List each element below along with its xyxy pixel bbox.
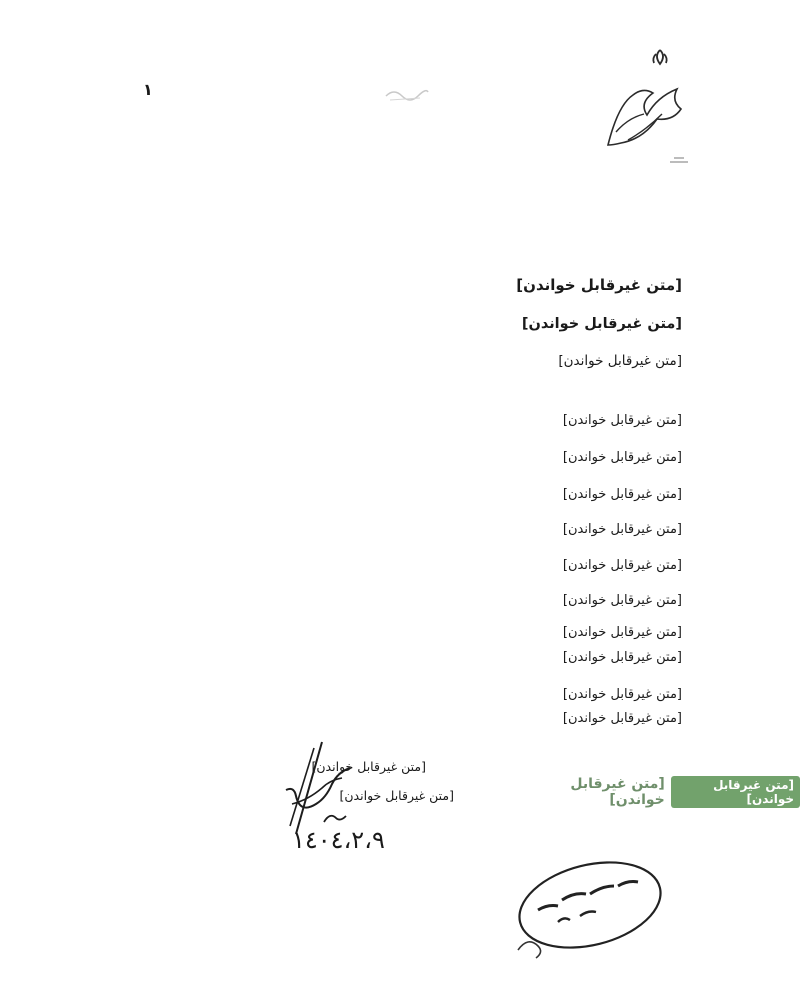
list-item: [متن غیرقابل خواندن]: [562, 625, 682, 640]
list-item: [متن غیرقابل خواندن]: [562, 487, 682, 502]
closing-line: [متن غیرقابل خواندن]: [562, 687, 682, 702]
list-item: [متن غیرقابل خواندن]: [562, 593, 682, 608]
closing-line: [متن غیرقابل خواندن]: [562, 711, 682, 726]
watermark-box: [متن غیرقابل خواندن]: [671, 776, 800, 808]
watermark-text: [متن غیرقابل خواندن]: [570, 776, 665, 808]
sender-name: [متن غیرقابل خواندن]: [339, 788, 454, 803]
letter-closing: [112, 683, 682, 731]
list-item: [متن غیرقابل خواندن]: [562, 650, 682, 665]
regards-text: [متن غیرقابل خواندن]: [311, 759, 426, 774]
parliament-emblem-icon: [598, 40, 698, 170]
list-item: [متن غیرقابل خواندن]: [562, 522, 682, 537]
page-number: ١: [143, 80, 153, 99]
list-item: [متن غیرقابل خواندن]: [562, 413, 682, 428]
letter-intro: [متن غیرقابل خواندن]: [558, 353, 682, 369]
list-item: [متن غیرقابل خواندن]: [562, 450, 682, 465]
letter-salutation: [متن غیرقابل خواندن]: [516, 276, 682, 294]
signature-date: ١٤٠٤،٢،٩: [292, 826, 385, 854]
letter-greeting: [متن غیرقابل خواندن]: [521, 316, 682, 332]
faint-annotation-mark: [382, 82, 430, 106]
list-item: [متن غیرقابل خواندن]: [562, 558, 682, 573]
watermark-logo: [528, 776, 800, 808]
distribution-stamp: [498, 850, 673, 960]
